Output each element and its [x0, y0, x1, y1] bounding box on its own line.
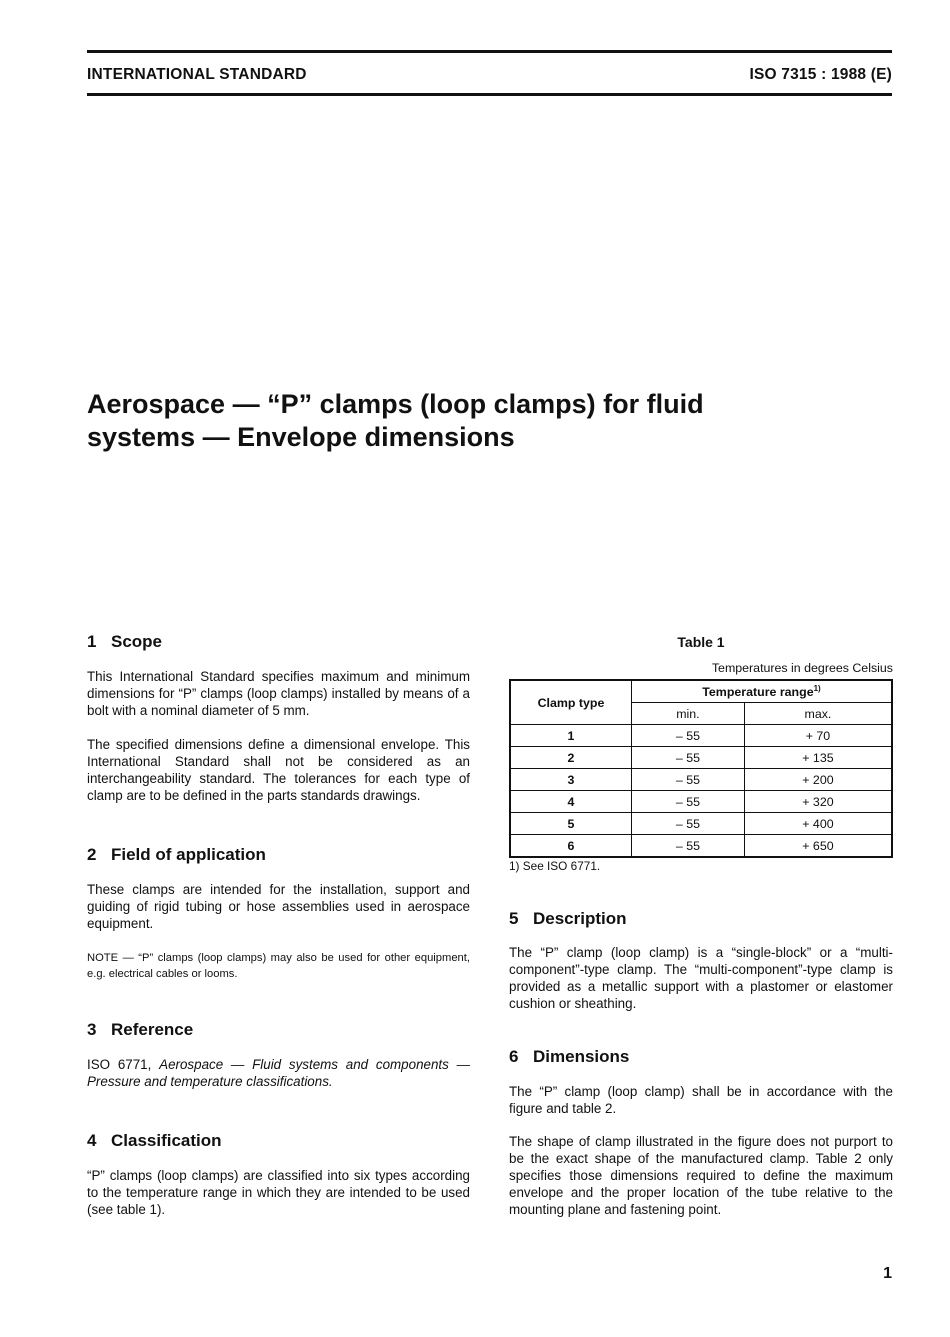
scope-paragraph-1: This International Standard specifies maximum and minimum dimensions for “P” clamps (loop clamps) installed by means of a bolt with a nominal diameter of 5 mm. — [87, 669, 470, 718]
cell-max: + 650 — [744, 835, 892, 858]
table-row — [510, 835, 892, 858]
standard-type-label: INTERNATIONAL STANDARD — [87, 66, 307, 83]
scope-paragraph-2: The specified dimensions define a dimensional envelope. This International Standard shall not be considered as an interchangeability standard. The tolerances for each type of clamp are to be defined in the parts standards drawings. — [87, 737, 470, 803]
cell-min: – 55 — [632, 769, 745, 791]
column-header-min: min. — [632, 703, 745, 725]
section-title: Dimensions — [533, 1047, 630, 1066]
title-line-2: systems — Envelope dimensions — [87, 422, 515, 452]
section-4-heading — [87, 1131, 470, 1151]
cell-type: 1 — [510, 725, 632, 747]
table-1-title: Table 1 — [677, 634, 725, 650]
cell-min: – 55 — [632, 725, 745, 747]
cell-min: – 55 — [632, 813, 745, 835]
section-title: Field of application — [111, 845, 266, 864]
table-1-unit: Temperatures in degrees Celsius — [711, 661, 893, 675]
cell-max: + 400 — [744, 813, 892, 835]
title-line-1: Aerospace — “P” clamps (loop clamps) for fluid — [87, 389, 704, 419]
standard-number: ISO 7315 : 1988 (E) — [749, 66, 892, 83]
cell-min: – 55 — [632, 747, 745, 769]
section-number: 2 — [87, 845, 97, 864]
cell-max: + 135 — [744, 747, 892, 769]
table-1-footnote: 1) See ISO 6771. — [509, 859, 601, 873]
classification-paragraph: “P” clamps (loop clamps) are classified into six types according to the temperature range in which they are intended to be used (see table 1). — [87, 1168, 470, 1217]
page-number: 1 — [883, 1265, 892, 1282]
document-title — [87, 388, 887, 454]
section-1-heading — [87, 632, 470, 652]
section-number: 3 — [87, 1020, 97, 1039]
table-row — [510, 769, 892, 791]
reference-paragraph — [87, 1056, 470, 1090]
section-6-heading — [509, 1047, 893, 1067]
cell-max: + 320 — [744, 791, 892, 813]
cell-max: + 70 — [744, 725, 892, 747]
section-title: Scope — [111, 632, 163, 651]
section-title: Description — [533, 909, 627, 928]
reference-title: Aerospace — Fluid systems and components — Pressure and temperature classifications. — [87, 1057, 470, 1089]
section-number: 6 — [509, 1047, 519, 1066]
dimensions-paragraph-1: The “P” clamp (loop clamp) shall be in accordance with the figure and table 2. — [509, 1084, 893, 1116]
cell-min: – 55 — [632, 835, 745, 858]
section-title: Classification — [111, 1131, 222, 1150]
description-paragraph: The “P” clamp (loop clamp) is a “single-block” or a “multi-component”-type clamp. The “multi-component”-type clamp is provided as a metallic support with a plastomer or elastomer cushion or sheathing. — [509, 945, 893, 1011]
cell-max: + 200 — [744, 769, 892, 791]
column-header-max: max. — [744, 703, 892, 725]
table-row — [510, 791, 892, 813]
cell-type: 5 — [510, 813, 632, 835]
header-bottom-rule — [87, 93, 892, 96]
cell-type: 3 — [510, 769, 632, 791]
section-title: Reference — [111, 1020, 194, 1039]
section-number: 5 — [509, 909, 519, 928]
header-top-rule — [87, 50, 892, 53]
section-number: 1 — [87, 632, 97, 651]
dimensions-paragraph-2: The shape of clamp illustrated in the figure does not purport to be the exact shape of the manufactured clamp. Table 2 only specifies those dimensions required to define the maximum envelope and the proper location of the tube relative to the mounting plane and fastening point. — [509, 1134, 893, 1217]
cell-type: 2 — [510, 747, 632, 769]
table-row — [510, 813, 892, 835]
cell-type: 6 — [510, 835, 632, 858]
footnote-marker: 1) — [813, 683, 821, 693]
field-paragraph-1: These clamps are intended for the installation, support and guiding of rigid tubing or hose assemblies used in aerospace equipment. — [87, 882, 470, 931]
section-number: 4 — [87, 1131, 97, 1150]
column-header-temperature-range — [632, 680, 893, 703]
reference-code: ISO 6771, — [87, 1057, 152, 1072]
section-2-heading — [87, 845, 470, 865]
cell-min: – 55 — [632, 791, 745, 813]
temperature-range-label: Temperature range — [702, 685, 814, 700]
temperature-range-table — [509, 679, 893, 858]
column-header-clamp-type: Clamp type — [510, 680, 632, 725]
table-row — [510, 725, 892, 747]
section-3-heading — [87, 1020, 470, 1040]
table-row — [510, 747, 892, 769]
cell-type: 4 — [510, 791, 632, 813]
section-5-heading — [509, 909, 893, 929]
field-note: NOTE — “P” clamps (loop clamps) may also be used for other equipment, e.g. electrical cables or looms. — [87, 952, 470, 980]
